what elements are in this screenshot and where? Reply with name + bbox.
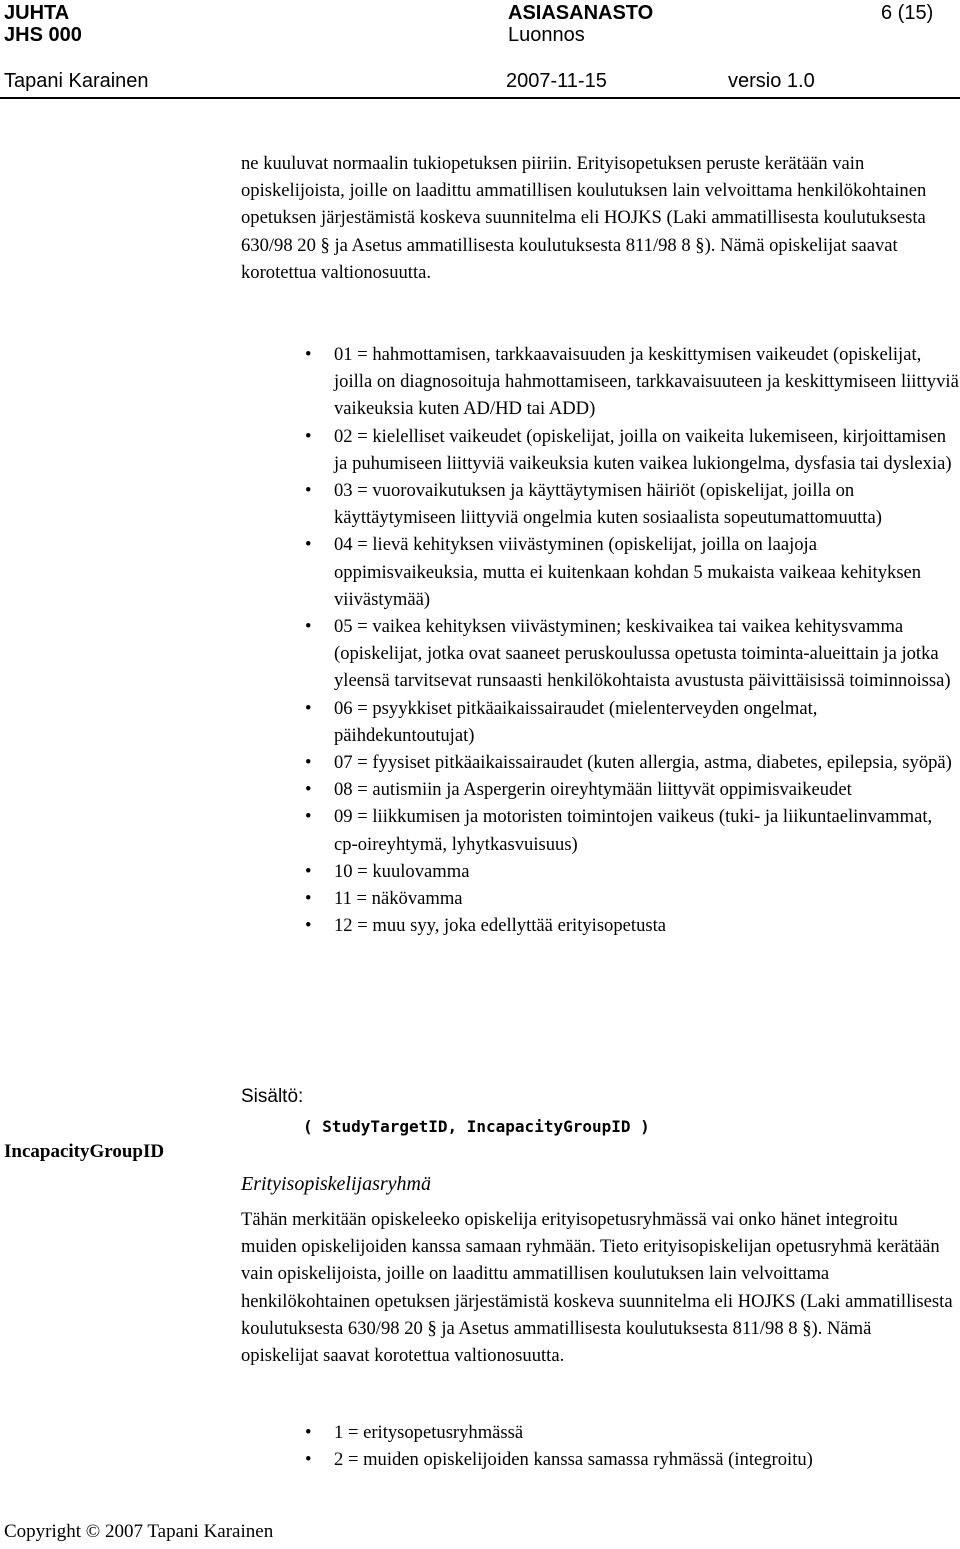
incapacity-code-item: • 11 = näkövamma — [241, 885, 960, 912]
header-page-number: 6 (15) — [881, 2, 934, 24]
incapacity-code-item: • 10 = kuulovamma — [241, 858, 960, 885]
incapacity-code-item: • 05 = vaikea kehityksen viivästyminen; keskivaikea tai vaikea kehitysvamma (opiskelijat, jotka ovat saaneet peruskoulussa opetusta toiminta-alueittain ja jotka yleensä tarvitsevat runsaasti henkilökohtaista avustusta päivittäisissä toiminnoissa) — [241, 613, 960, 695]
field-name: IncapacityGroupID — [4, 1141, 165, 1162]
incapacity-code-item: • 12 = muu syy, joka edellyttää erityisopetusta — [241, 912, 960, 939]
group-code-item: • 2 = muiden opiskelijoiden kanssa samassa ryhmässä (integroitu) — [241, 1446, 960, 1473]
content-label: Sisältö: — [241, 1086, 304, 1107]
key-signature: ( StudyTargetID, IncapacityGroupID ) — [303, 1117, 650, 1136]
footer-copyright: Copyright © 2007 Tapani Karainen — [4, 1521, 274, 1542]
header-rule — [0, 97, 960, 99]
header-status: Luonnos — [508, 24, 585, 46]
header-org: JUHTA — [4, 2, 70, 24]
incapacity-code-item: • 01 = hahmottamisen, tarkkaavaisuuden ja keskittymisen vaikeudet (opiskelijat, joilla on diagnosoituja hahmottamiseen, tarkkavaisuuteen ja keskittymiseen liittyviä vaikeuksia kuten AD/HD tai ADD) — [241, 341, 960, 423]
header-version: versio 1.0 — [728, 70, 815, 92]
intro-paragraph: ne kuuluvat normaalin tukiopetuksen piiriin. Erityisopetuksen peruste kerätään vain opiskelijoista, joille on laadittu ammatillisen koulutuksen lain velvoittama henkilökohtainen opetuksen järjestämistä koskeva suunnitelma eli HOJKS (Laki ammatillisesta koulutuksesta 630/98 20 § ja Asetus ammatillisesta koulutuksesta 811/98 8 §). Nämä opiskelijat saavat korotettua valtionosuutta. — [241, 153, 927, 283]
incapacity-code-item: • 03 = vuorovaikutuksen ja käyttäytymisen häiriöt (opiskelijat, joilla on käyttäytymiseen liittyviä ongelmia kuten sosiaalista sopeutumattomuutta) — [241, 477, 960, 531]
incapacity-code-list — [241, 341, 960, 939]
incapacity-code-item: • 07 = fyysiset pitkäaikaissairaudet (kuten allergia, astma, diabetes, epilepsia, syöpä) — [241, 749, 960, 776]
section-paragraph: Tähän merkitään opiskeleeko opiskelija erityisopetusryhmässä vai onko hänet integroitu muiden opiskelijoiden kanssa samaan ryhmään. Tieto erityisopiskelijan opetusryhmä kerätään vain opiskelijoista, joille on laadittu ammatillisen koulutuksen lain velvoittama henkilökohtainen opetuksen järjestämistä koskeva suunnitelma eli HOJKS (Laki ammatillisesta koulutuksesta 630/98 20 § ja Asetus ammatillisesta koulutuksesta 811/98 8 §). Nämä opiskelijat saavat korotettua valtionosuutta. — [241, 1209, 953, 1367]
header-author: Tapani Karainen — [4, 70, 149, 92]
header-date: 2007-11-15 — [506, 70, 607, 92]
incapacity-code-item: • 09 = liikkumisen ja motoristen toimintojen vaikeus (tuki- ja liikuntaelinvammat, cp-oireyhtymä, lyhytkasvuisuus) — [241, 803, 960, 857]
group-code-item: • 1 = eritysopetusryhmässä — [241, 1419, 960, 1446]
section-heading: Erityisopiskelijasryhmä — [241, 1173, 431, 1195]
header-title: ASIASANASTO — [508, 2, 654, 24]
incapacity-code-item: • 06 = psyykkiset pitkäaikaissairaudet (mielenterveyden ongelmat, päihdekuntoutujat) — [241, 695, 960, 749]
incapacity-code-item: • 02 = kielelliset vaikeudet (opiskelijat, joilla on vaikeita lukemiseen, kirjoittamisen ja puhumiseen liittyviä vaikeuksia kuten vaikea lukiongelma, dysfasia tai dyslexia) — [241, 423, 960, 477]
group-code-list — [241, 1419, 960, 1473]
incapacity-code-item: • 08 = autismiin ja Aspergerin oireyhtymään liittyvät oppimisvaikeudet — [241, 776, 960, 803]
incapacity-code-item: • 04 = lievä kehityksen viivästyminen (opiskelijat, joilla on laajoja oppimisvaikeuksia, mutta ei kuitenkaan kohdan 5 mukaista vaikeaa kehityksen viivästymää) — [241, 531, 960, 613]
header-doc-id: JHS 000 — [4, 24, 82, 46]
